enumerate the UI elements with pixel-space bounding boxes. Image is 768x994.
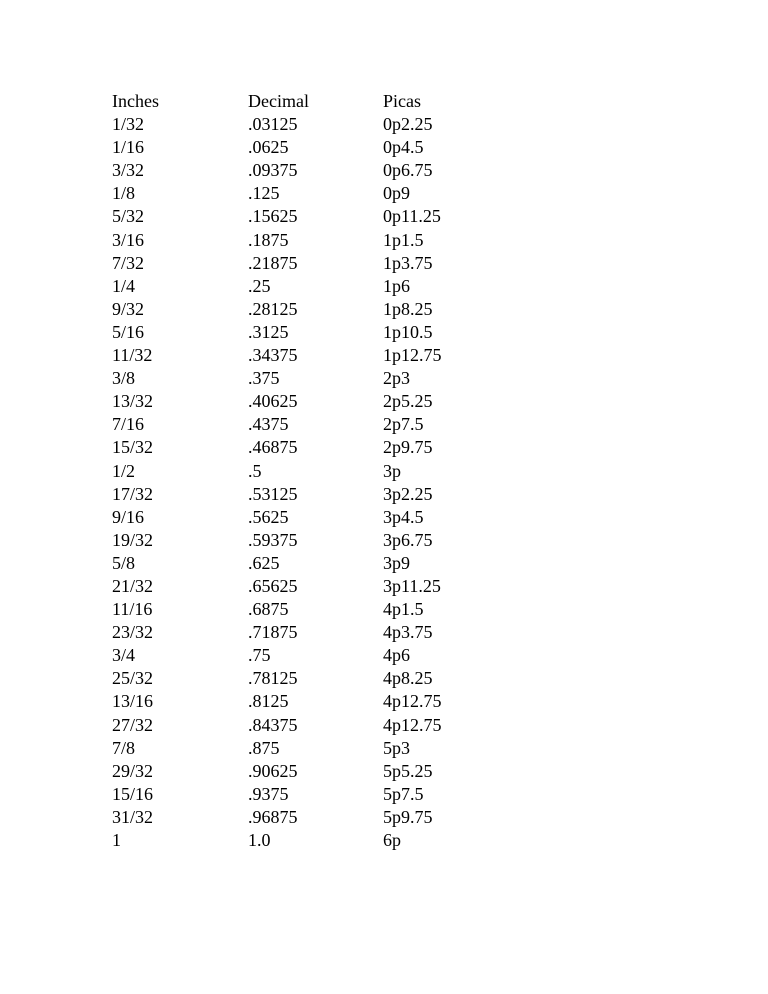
header-row — [112, 90, 503, 113]
cell-inches: 13/32 — [112, 391, 154, 412]
cell-decimal: .875 — [248, 737, 280, 758]
cell-inches: 31/32 — [112, 806, 154, 827]
cell-decimal: .75 — [248, 645, 271, 666]
cell-picas: 5p7.5 — [383, 783, 424, 804]
cell-decimal: .40625 — [248, 391, 298, 412]
table-row — [112, 182, 503, 205]
table-header — [112, 90, 503, 113]
cell-picas: 4p6 — [383, 645, 410, 666]
table-row — [112, 806, 503, 829]
cell-decimal: .4375 — [248, 414, 289, 435]
cell-picas: 1p3.75 — [383, 252, 433, 273]
cell-picas: 5p9.75 — [383, 806, 433, 827]
cell-picas: 4p1.5 — [383, 599, 424, 620]
cell-inches: 9/32 — [112, 298, 145, 319]
cell-decimal: .84375 — [248, 714, 298, 735]
cell-decimal: .71875 — [248, 622, 298, 643]
header-inches: Inches — [112, 91, 159, 111]
table-row — [112, 136, 503, 159]
cell-inches: 3/16 — [112, 229, 145, 250]
cell-picas: 2p9.75 — [383, 437, 433, 458]
cell-decimal: .34375 — [248, 345, 298, 366]
cell-inches: 15/16 — [112, 783, 154, 804]
table-row — [112, 252, 503, 275]
table-row — [112, 483, 503, 506]
table-row — [112, 737, 503, 760]
table-row — [112, 298, 503, 321]
table-row — [112, 321, 503, 344]
cell-picas: 4p3.75 — [383, 622, 433, 643]
cell-decimal: .6875 — [248, 599, 289, 620]
cell-picas: 2p3 — [383, 368, 410, 389]
table-row — [112, 829, 503, 852]
table-body — [112, 113, 503, 852]
table-row — [112, 506, 503, 529]
cell-picas: 3p6.75 — [383, 529, 433, 550]
cell-picas: 3p11.25 — [383, 575, 441, 596]
cell-inches: 21/32 — [112, 575, 154, 596]
cell-decimal: .28125 — [248, 298, 298, 319]
cell-inches: 9/16 — [112, 506, 145, 527]
cell-decimal: .8125 — [248, 691, 289, 712]
cell-decimal: .5 — [248, 460, 262, 481]
cell-decimal: .46875 — [248, 437, 298, 458]
cell-decimal: .375 — [248, 368, 280, 389]
cell-picas: 1p6 — [383, 275, 410, 296]
cell-inches: 23/32 — [112, 622, 154, 643]
cell-picas: 1p8.25 — [383, 298, 433, 319]
cell-inches: 3/32 — [112, 160, 145, 181]
table-row — [112, 621, 503, 644]
cell-picas: 1p1.5 — [383, 229, 424, 250]
cell-picas: 4p12.75 — [383, 714, 442, 735]
cell-inches: 7/32 — [112, 252, 145, 273]
table-row — [112, 690, 503, 713]
table-row — [112, 667, 503, 690]
cell-inches: 7/8 — [112, 737, 136, 758]
cell-decimal: .78125 — [248, 668, 298, 689]
table-row — [112, 714, 503, 737]
cell-decimal: .9375 — [248, 783, 289, 804]
cell-inches: 15/32 — [112, 437, 154, 458]
cell-decimal: .0625 — [248, 137, 289, 158]
cell-decimal: 1.0 — [248, 830, 271, 850]
cell-picas: 2p5.25 — [383, 391, 433, 412]
cell-inches: 1/8 — [112, 183, 136, 204]
cell-decimal: .59375 — [248, 529, 298, 550]
cell-inches: 1/4 — [112, 275, 136, 296]
cell-inches: 1/32 — [112, 114, 145, 135]
cell-picas: 3p2.25 — [383, 483, 433, 504]
cell-picas: 0p9 — [383, 183, 410, 204]
table-row — [112, 159, 503, 182]
cell-decimal: .03125 — [248, 114, 298, 135]
cell-decimal: .625 — [248, 552, 280, 573]
cell-decimal: .25 — [248, 275, 271, 296]
table-row — [112, 390, 503, 413]
cell-inches: 5/8 — [112, 552, 136, 573]
table-row — [112, 205, 503, 228]
cell-decimal: .5625 — [248, 506, 289, 527]
cell-decimal: .15625 — [248, 206, 298, 227]
cell-picas: 0p6.75 — [383, 160, 433, 181]
cell-inches: 3/8 — [112, 368, 136, 389]
cell-picas: 5p5.25 — [383, 760, 433, 781]
cell-inches: 3/4 — [112, 645, 136, 666]
cell-decimal: .3125 — [248, 321, 289, 342]
cell-picas: 4p8.25 — [383, 668, 433, 689]
cell-decimal: .125 — [248, 183, 280, 204]
cell-picas: 6p — [383, 830, 401, 850]
conversion-table — [112, 90, 503, 852]
cell-inches: 13/16 — [112, 691, 154, 712]
table-row — [112, 598, 503, 621]
cell-inches: 19/32 — [112, 529, 154, 550]
cell-decimal: .65625 — [248, 575, 298, 596]
table-row — [112, 644, 503, 667]
cell-inches: 1 — [112, 830, 121, 850]
header-decimal: Decimal — [248, 91, 309, 111]
cell-picas: 0p2.25 — [383, 114, 433, 135]
cell-decimal: .90625 — [248, 760, 298, 781]
cell-inches: 27/32 — [112, 714, 154, 735]
cell-decimal: .53125 — [248, 483, 298, 504]
cell-decimal: .09375 — [248, 160, 298, 181]
cell-inches: 1/2 — [112, 460, 136, 481]
table-row — [112, 113, 503, 136]
table-row — [112, 529, 503, 552]
cell-picas: 3p — [383, 460, 401, 481]
table-row — [112, 344, 503, 367]
cell-inches: 11/32 — [112, 345, 153, 366]
table-row — [112, 229, 503, 252]
cell-picas: 1p12.75 — [383, 345, 442, 366]
header-picas: Picas — [383, 91, 421, 111]
cell-picas: 0p4.5 — [383, 137, 424, 158]
table-row — [112, 275, 503, 298]
table-row — [112, 552, 503, 575]
cell-decimal: .96875 — [248, 806, 298, 827]
cell-picas: 3p9 — [383, 552, 410, 573]
table-row — [112, 436, 503, 459]
table-row — [112, 760, 503, 783]
cell-inches: 29/32 — [112, 760, 154, 781]
cell-decimal: .21875 — [248, 252, 298, 273]
cell-picas: 5p3 — [383, 737, 410, 758]
table-row — [112, 783, 503, 806]
cell-picas: 2p7.5 — [383, 414, 424, 435]
cell-inches: 5/16 — [112, 321, 145, 342]
cell-picas: 1p10.5 — [383, 321, 433, 342]
table-row — [112, 575, 503, 598]
table-row — [112, 413, 503, 436]
cell-decimal: .1875 — [248, 229, 289, 250]
table-row — [112, 367, 503, 390]
table-row — [112, 460, 503, 483]
cell-inches: 17/32 — [112, 483, 154, 504]
cell-picas: 0p11.25 — [383, 206, 441, 227]
cell-inches: 7/16 — [112, 414, 145, 435]
cell-picas: 4p12.75 — [383, 691, 442, 712]
cell-picas: 3p4.5 — [383, 506, 424, 527]
cell-inches: 25/32 — [112, 668, 154, 689]
cell-inches: 1/16 — [112, 137, 145, 158]
cell-inches: 11/16 — [112, 599, 153, 620]
cell-inches: 5/32 — [112, 206, 145, 227]
